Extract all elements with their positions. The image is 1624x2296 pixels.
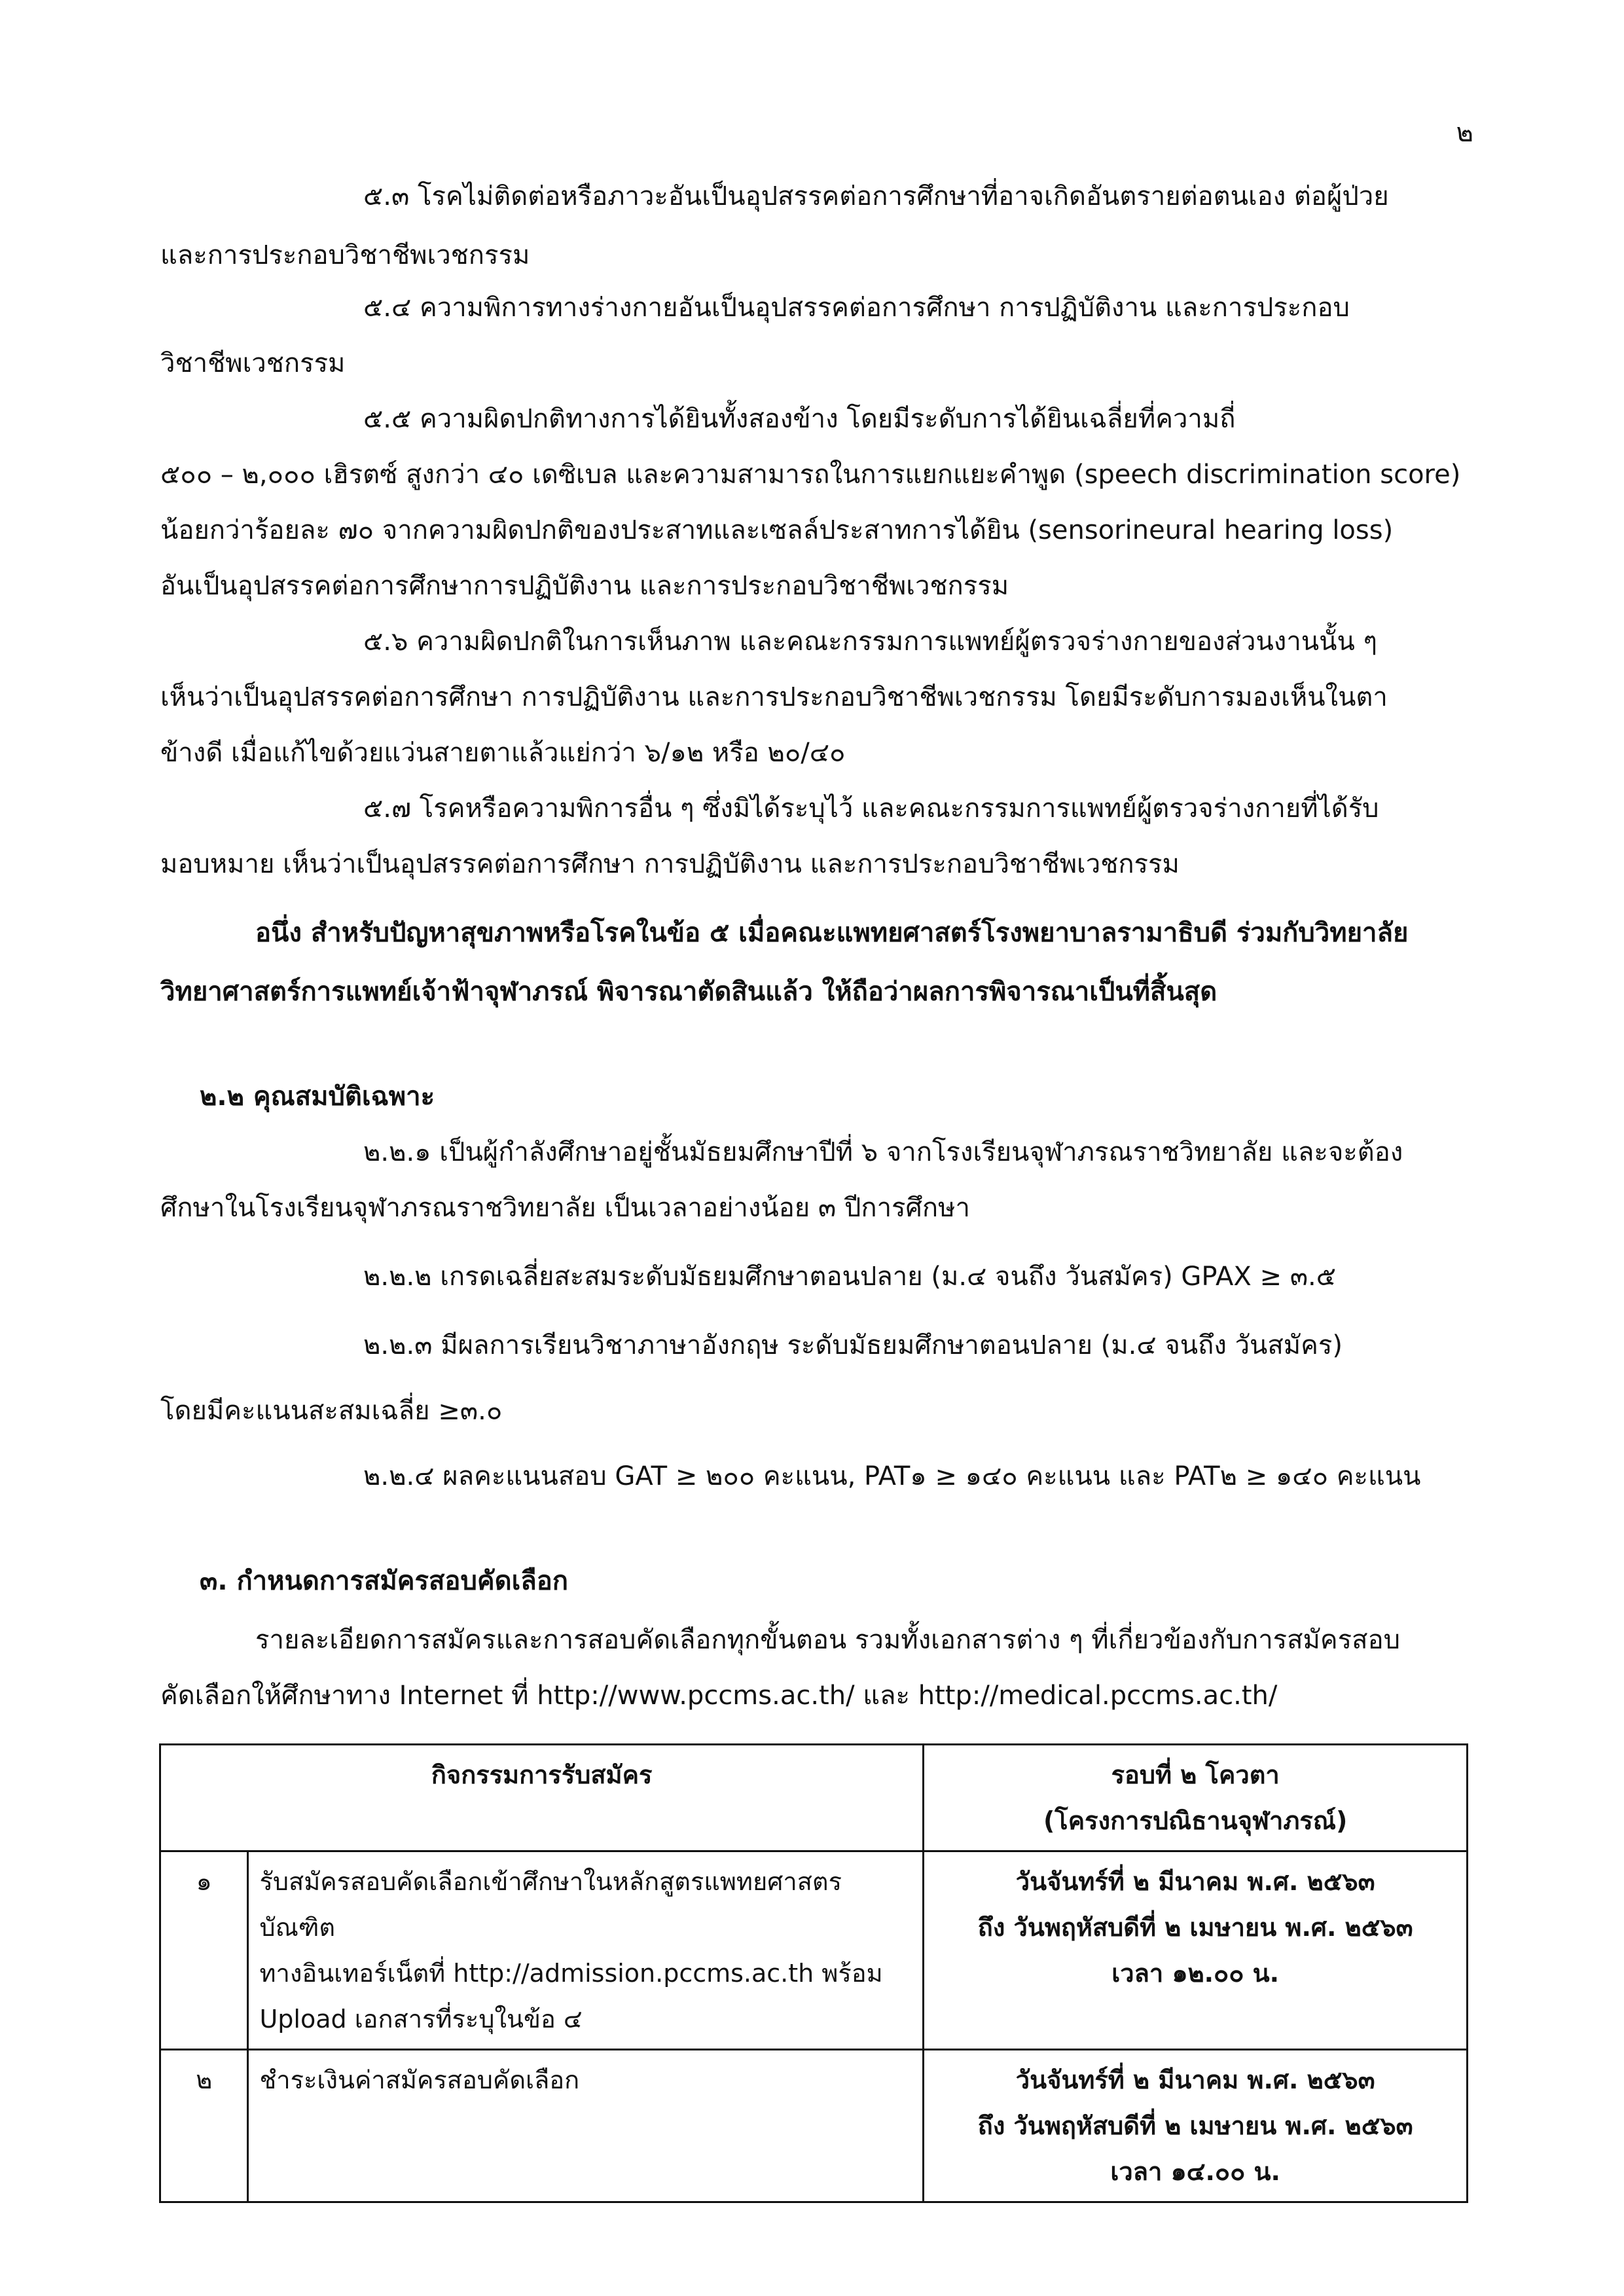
table-row bbox=[160, 1851, 1468, 2050]
row-date-line-2: ถึง วันพฤหัสบดีที่ ๒ เมษายน พ.ศ. ๒๕๖๓ bbox=[977, 1913, 1413, 1942]
item-5-5-line-1: ๕.๕ ความผิดปกติทางการได้ยินทั้งสองข้าง โดยมีระดับการได้ยินเฉลี่ยที่ความถี่ bbox=[363, 404, 1236, 434]
note-line-1: อนึ่ง สำหรับปัญหาสุขภาพหรือโรคในข้อ ๕ เมื่อคณะแพทยศาสตร์โรงพยาบาลรามาธิบดี ร่วมกับวิทยาลัย bbox=[255, 918, 1409, 948]
section-3-paragraph-line-1: รายละเอียดการสมัครและการสอบคัดเลือกทุกขั้นตอน รวมทั้งเอกสารต่าง ๆ ที่เกี่ยวข้องกับการสมัครสอบ bbox=[255, 1625, 1400, 1655]
item-5-4-line-1: ๕.๔ ความพิการทางร่างกายอันเป็นอุปสรรคต่อการศึกษา การปฏิบัติงาน และการประกอบ bbox=[363, 293, 1350, 323]
item-5-3-line-1: ๕.๓ โรคไม่ติดต่อหรือภาวะอันเป็นอุปสรรคต่อการศึกษาที่อาจเกิดอันตรายต่อตนเอง ต่อผู้ป่วย bbox=[363, 181, 1389, 211]
section-2-2-heading: ๒.๒ คุณสมบัติเฉพาะ bbox=[200, 1082, 435, 1112]
note-line-2: วิทยาศาสตร์การแพทย์เจ้าฟ้าจุฬาภรณ์ พิจารณาตัดสินแล้ว ให้ถือว่าผลการพิจารณาเป็นที่สิ้นสุด bbox=[160, 977, 1218, 1007]
item-5-5-line-2: ๕๐๐ – ๒,๐๐๐ เฮิรตซ์ สูงกว่า ๔๐ เดซิเบล และความสามารถในการแยกแยะคำพูด (speech discrimination score) bbox=[160, 460, 1461, 490]
page-number: ๒ bbox=[1456, 118, 1473, 148]
item-5-6-line-2: เห็นว่าเป็นอุปสรรคต่อการศึกษา การปฏิบัติงาน และการประกอบวิชาชีพเวชกรรม โดยมีระดับการมองเห็นในตา bbox=[160, 682, 1388, 712]
row-activity-line-1: ชำระเงินค่าสมัครสอบคัดเลือก bbox=[259, 2066, 580, 2094]
item-5-6-line-3: ข้างดี เมื่อแก้ไขด้วยแว่นสายตาแล้วแย่กว่า ๖/๑๒ หรือ ๒๐/๔๐ bbox=[160, 738, 846, 768]
item-5-6-line-1: ๕.๖ ความผิดปกติในการเห็นภาพ และคณะกรรมการแพทย์ผู้ตรวจร่างกายของส่วนงานนั้น ๆ bbox=[363, 627, 1378, 657]
header-activity: กิจกรรมการรับสมัคร bbox=[160, 1745, 924, 1851]
table-row bbox=[160, 2050, 1468, 2202]
row-date-line-3: เวลา ๑๒.๐๐ น. bbox=[1111, 1959, 1280, 1988]
row-number: ๑ bbox=[160, 1851, 248, 2050]
header-round-line-2: (โครงการปณิธานจุฬาภรณ์) bbox=[1043, 1806, 1348, 1835]
item-2-2-1-line-1: ๒.๒.๑ เป็นผู้กำลังศึกษาอยู่ชั้นมัธยมศึกษาปีที่ ๖ จากโรงเรียนจุฬาภรณราชวิทยาลัย และจะต้อง bbox=[363, 1137, 1403, 1167]
section-3-paragraph-line-2: คัดเลือกให้ศึกษาทาง Internet ที่ http://www.pccms.ac.th/ และ http://medical.pccms.ac.th/ bbox=[160, 1681, 1278, 1711]
row-date-line-1: วันจันทร์ที่ ๒ มีนาคม พ.ศ. ๒๕๖๓ bbox=[1015, 1867, 1375, 1896]
item-2-2-1-line-2: ศึกษาในโรงเรียนจุฬาภรณราชวิทยาลัย เป็นเวลาอย่างน้อย ๓ ปีการศึกษา bbox=[160, 1193, 970, 1223]
row-activity-line-3: Upload เอกสารที่ระบุในข้อ ๔ bbox=[259, 2005, 583, 2033]
row-activity-line-2: ทางอินเทอร์เน็ตที่ http://admission.pccms.ac.th พร้อม bbox=[259, 1959, 883, 1988]
schedule-table bbox=[159, 1743, 1468, 2203]
row-date bbox=[924, 2050, 1468, 2202]
row-number: ๒ bbox=[160, 2050, 248, 2202]
row-date-line-2: ถึง วันพฤหัสบดีที่ ๒ เมษายน พ.ศ. ๒๕๖๓ bbox=[977, 2111, 1413, 2140]
section-3-heading: ๓. กำหนดการสมัครสอบคัดเลือก bbox=[200, 1566, 569, 1596]
row-activity-line-1: รับสมัครสอบคัดเลือกเข้าศึกษาในหลักสูตรแพทยศาสตรบัณฑิต bbox=[259, 1867, 842, 1942]
item-5-4-line-2: วิชาชีพเวชกรรม bbox=[160, 348, 346, 378]
header-round bbox=[924, 1745, 1468, 1851]
table-header-row bbox=[160, 1745, 1468, 1851]
item-2-2-3-line-2: โดยมีคะแนนสะสมเฉลี่ย ≥๓.๐ bbox=[160, 1396, 503, 1426]
item-5-5-line-4: อันเป็นอุปสรรคต่อการศึกษาการปฏิบัติงาน และการประกอบวิชาชีพเวชกรรม bbox=[160, 571, 1009, 601]
item-5-7-line-2: มอบหมาย เห็นว่าเป็นอุปสรรคต่อการศึกษา การปฏิบัติงาน และการประกอบวิชาชีพเวชกรรม bbox=[160, 849, 1180, 879]
row-date-line-1: วันจันทร์ที่ ๒ มีนาคม พ.ศ. ๒๕๖๓ bbox=[1015, 2066, 1375, 2094]
header-round-line-1: รอบที่ ๒ โควตา bbox=[1111, 1760, 1280, 1789]
item-2-2-4: ๒.๒.๔ ผลคะแนนสอบ GAT ≥ ๒๐๐ คะแนน, PAT๑ ≥ ๑๔๐ คะแนน และ PAT๒ ≥ ๑๔๐ คะแนน bbox=[363, 1461, 1421, 1491]
row-activity bbox=[248, 1851, 924, 2050]
row-date bbox=[924, 1851, 1468, 2050]
item-2-2-2: ๒.๒.๒ เกรดเฉลี่ยสะสมระดับมัธยมศึกษาตอนปลาย (ม.๔ จนถึง วันสมัคร) GPAX ≥ ๓.๕ bbox=[363, 1262, 1337, 1292]
item-2-2-3-line-1: ๒.๒.๓ มีผลการเรียนวิชาภาษาอังกฤษ ระดับมัธยมศึกษาตอนปลาย (ม.๔ จนถึง วันสมัคร) bbox=[363, 1330, 1343, 1360]
item-5-3-line-2: และการประกอบวิชาชีพเวชกรรม bbox=[160, 240, 530, 270]
item-5-7-line-1: ๕.๗ โรคหรือความพิการอื่น ๆ ซึ่งมิได้ระบุไว้ และคณะกรรมการแพทย์ผู้ตรวจร่างกายที่ได้รับ bbox=[363, 793, 1379, 824]
row-activity bbox=[248, 2050, 924, 2202]
row-date-line-3: เวลา ๑๔.๐๐ น. bbox=[1110, 2157, 1280, 2186]
item-5-5-line-3: น้อยกว่าร้อยละ ๗๐ จากความผิดปกติของประสาทและเซลล์ประสาทการได้ยิน (sensorineural hearing loss) bbox=[160, 515, 1394, 545]
